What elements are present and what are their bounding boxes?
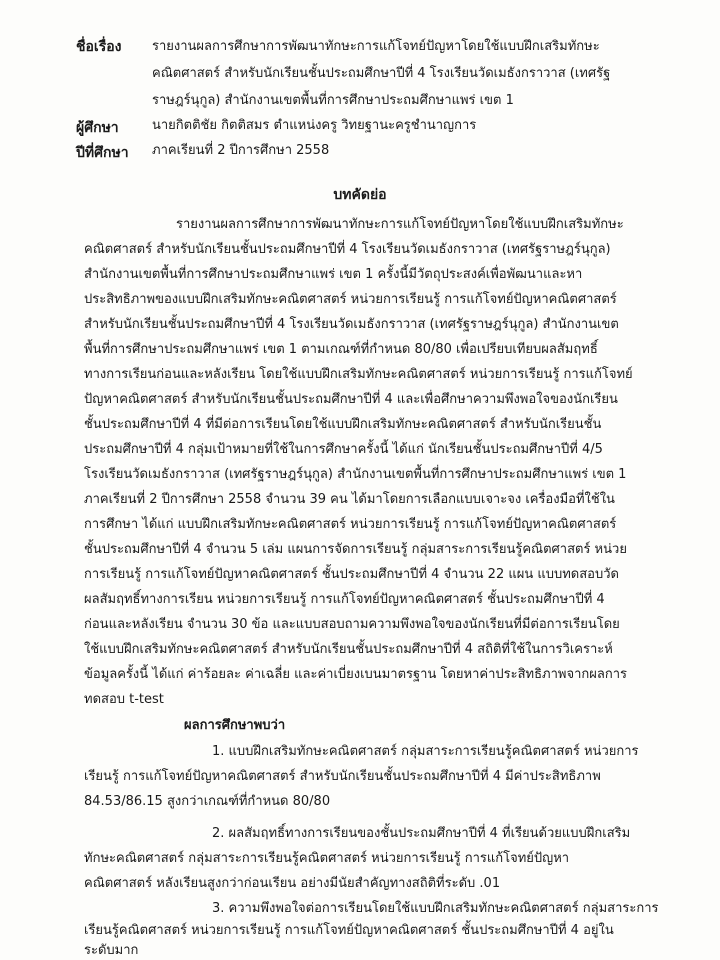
abstract-line: ชั้นประถมศึกษาปีที่ 4 ที่มีต่อการเรียนโดยใช้แบบฝึกเสริมทักษะคณิตศาสตร์ สำหรับนักเรียนชั้น xyxy=(84,417,602,432)
subject-line: รายงานผลการศึกษาการพัฒนาทักษะการแก้โจทย์ปัญหาโดยใช้แบบฝึกเสริมทักษะ xyxy=(152,39,600,54)
abstract-line: ทางการเรียนก่อนและหลังเรียน โดยใช้แบบฝึกเสริมทักษะคณิตศาสตร์ หน่วยการเรียนรู้ การแก้โจทย์ xyxy=(84,367,633,382)
author-label: ผู้ศึกษา xyxy=(76,120,119,136)
abstract-line: พื้นที่การศึกษาประถมศึกษาแพร่ เขต 1 ตามเกณฑ์ที่กำหนด 80/80 เพื่อเปรียบเทียบผลสัมฤทธิ์ xyxy=(84,342,598,357)
abstract-line: ชั้นประถมศึกษาปีที่ 4 จำนวน 5 เล่ม แผนการจัดการเรียนรู้ กลุ่มสาระการเรียนรู้คณิตศาสตร์ หน่วย xyxy=(84,542,627,557)
abstract-line: ประสิทธิภาพของแบบฝึกเสริมทักษะคณิตศาสตร์ หน่วยการเรียนรู้ การแก้โจทย์ปัญหาคณิตศาสตร์ xyxy=(84,292,617,307)
result-item-3-line: 3. ความพึงพอใจต่อการเรียนโดยใช้แบบฝึกเสริมทักษะคณิตศาสตร์ กลุ่มสาระการ xyxy=(212,901,659,916)
abstract-line: รายงานผลการศึกษาการพัฒนาทักษะการแก้โจทย์ปัญหาโดยใช้แบบฝึกเสริมทักษะ xyxy=(176,217,624,232)
abstract-line: ประถมศึกษาปีที่ 4 กลุ่มเป้าหมายที่ใช้ในการศึกษาครั้งนี้ ได้แก่ นักเรียนชั้นประถมศึกษาปีที่ 4/5 xyxy=(84,442,603,457)
abstract-line: ใช้แบบฝึกเสริมทักษะคณิตศาสตร์ สำหรับนักเรียนชั้นประถมศึกษาปีที่ 4 สถิติที่ใช้ในการวิเคราะห์ xyxy=(84,642,613,657)
year-value: ภาคเรียนที่ 2 ปีการศึกษา 2558 xyxy=(152,143,330,158)
result-item-2-line: 2. ผลสัมฤทธิ์ทางการเรียนของชั้นประถมศึกษาปีที่ 4 ที่เรียนด้วยแบบฝึกเสริม xyxy=(212,826,631,841)
subject-line: ราษฎร์นุกูล) สำนักงานเขตพื้นที่การศึกษาประถมศึกษาแพร่ เขต 1 xyxy=(152,93,514,108)
abstract-title: บทคัดย่อ xyxy=(333,187,387,203)
result-item-2-line: ทักษะคณิตศาสตร์ กลุ่มสาระการเรียนรู้คณิตศาสตร์ หน่วยการเรียนรู้ การแก้โจทย์ปัญหา xyxy=(84,851,570,866)
year-label: ปีที่ศึกษา xyxy=(76,145,129,161)
result-item-2-line: คณิตศาสตร์ หลังเรียนสูงกว่าก่อนเรียน อย่างมีนัยสำคัญทางสถิติที่ระดับ .01 xyxy=(84,876,501,891)
abstract-line: ปัญหาคณิตศาสตร์ สำหรับนักเรียนชั้นประถมศึกษาปีที่ 4 และเพื่อศึกษาความพึงพอใจของนักเรียน xyxy=(84,392,618,407)
abstract-line: ภาคเรียนที่ 2 ปีการศึกษา 2558 จำนวน 39 คน ได้มาโดยการเลือกแบบเจาะจง เครื่องมือที่ใช้ใน xyxy=(84,492,615,507)
abstract-line: ผลสัมฤทธิ์ทางการเรียน หน่วยการเรียนรู้ การแก้โจทย์ปัญหาคณิตศาสตร์ ชั้นประถมศึกษาปีที่ 4 xyxy=(84,592,605,607)
result-item-3-line: ระดับมาก xyxy=(84,943,139,958)
abstract-line: ข้อมูลครั้งนี้ ได้แก่ ค่าร้อยละ ค่าเฉลี่ย และค่าเบี่ยงเบนมาตรฐาน โดยหาค่าประสิทธิภาพจากผลการ xyxy=(84,667,628,682)
abstract-line: สำหรับนักเรียนชั้นประถมศึกษาปีที่ 4 โรงเรียนวัดเมธังกราวาส (เทศรัฐราษฎร์นุกูล) สำนักงานเขต xyxy=(84,317,619,332)
abstract-line: การเรียนรู้ การแก้โจทย์ปัญหาคณิตศาสตร์ ชั้นประถมศึกษาปีที่ 4 จำนวน 22 แผน แบบทดสอบวัด xyxy=(84,567,619,582)
results-heading: ผลการศึกษาพบว่า xyxy=(184,718,286,733)
result-item-1-line: เรียนรู้ การแก้โจทย์ปัญหาคณิตศาสตร์ สำหรับนักเรียนชั้นประถมศึกษาปีที่ 4 มีค่าประสิทธิภาพ xyxy=(84,769,601,784)
abstract-line: ทดสอบ t-test xyxy=(84,692,164,707)
author-value: นายกิตติชัย กิตติสมร ตำแหน่งครู วิทยฐานะครูชำนาญการ xyxy=(152,118,477,133)
abstract-line: ก่อนและหลังเรียน จำนวน 30 ข้อ และแบบสอบถามความพึงพอใจของนักเรียนที่มีต่อการเรียนโดย xyxy=(84,617,620,632)
abstract-line: โรงเรียนวัดเมธังกราวาส (เทศรัฐราษฎร์นุกูล) สำนักงานเขตพื้นที่การศึกษาประถมศึกษาแพร่ เขต 1 xyxy=(84,467,627,482)
abstract-line: การศึกษา ได้แก่ แบบฝึกเสริมทักษะคณิตศาสตร์ หน่วยการเรียนรู้ การแก้โจทย์ปัญหาคณิตศาสตร์ xyxy=(84,517,617,532)
abstract-line: สำนักงานเขตพื้นที่การศึกษาประถมศึกษาแพร่ เขต 1 ครั้งนี้มีวัตถุประสงค์เพื่อพัฒนาและหา xyxy=(84,267,583,282)
subject-label: ชื่อเรื่อง xyxy=(76,39,122,55)
result-item-1-line: 1. แบบฝึกเสริมทักษะคณิตศาสตร์ กลุ่มสาระการเรียนรู้คณิตศาสตร์ หน่วยการ xyxy=(212,744,639,759)
result-item-3-line: เรียนรู้คณิตศาสตร์ หน่วยการเรียนรู้ การแก้โจทย์ปัญหาคณิตศาสตร์ ชั้นประถมศึกษาปีที่ 4 อยู่ใน xyxy=(84,923,614,938)
abstract-line: คณิตศาสตร์ สำหรับนักเรียนชั้นประถมศึกษาปีที่ 4 โรงเรียนวัดเมธังกราวาส (เทศรัฐราษฎร์นุกูล) xyxy=(84,242,611,257)
result-item-1-line: 84.53/86.15 สูงกว่าเกณฑ์ที่กำหนด 80/80 xyxy=(84,794,331,809)
subject-line: คณิตศาสตร์ สำหรับนักเรียนชั้นประถมศึกษาปีที่ 4 โรงเรียนวัดเมธังกราวาส (เทศรัฐ xyxy=(152,66,611,81)
